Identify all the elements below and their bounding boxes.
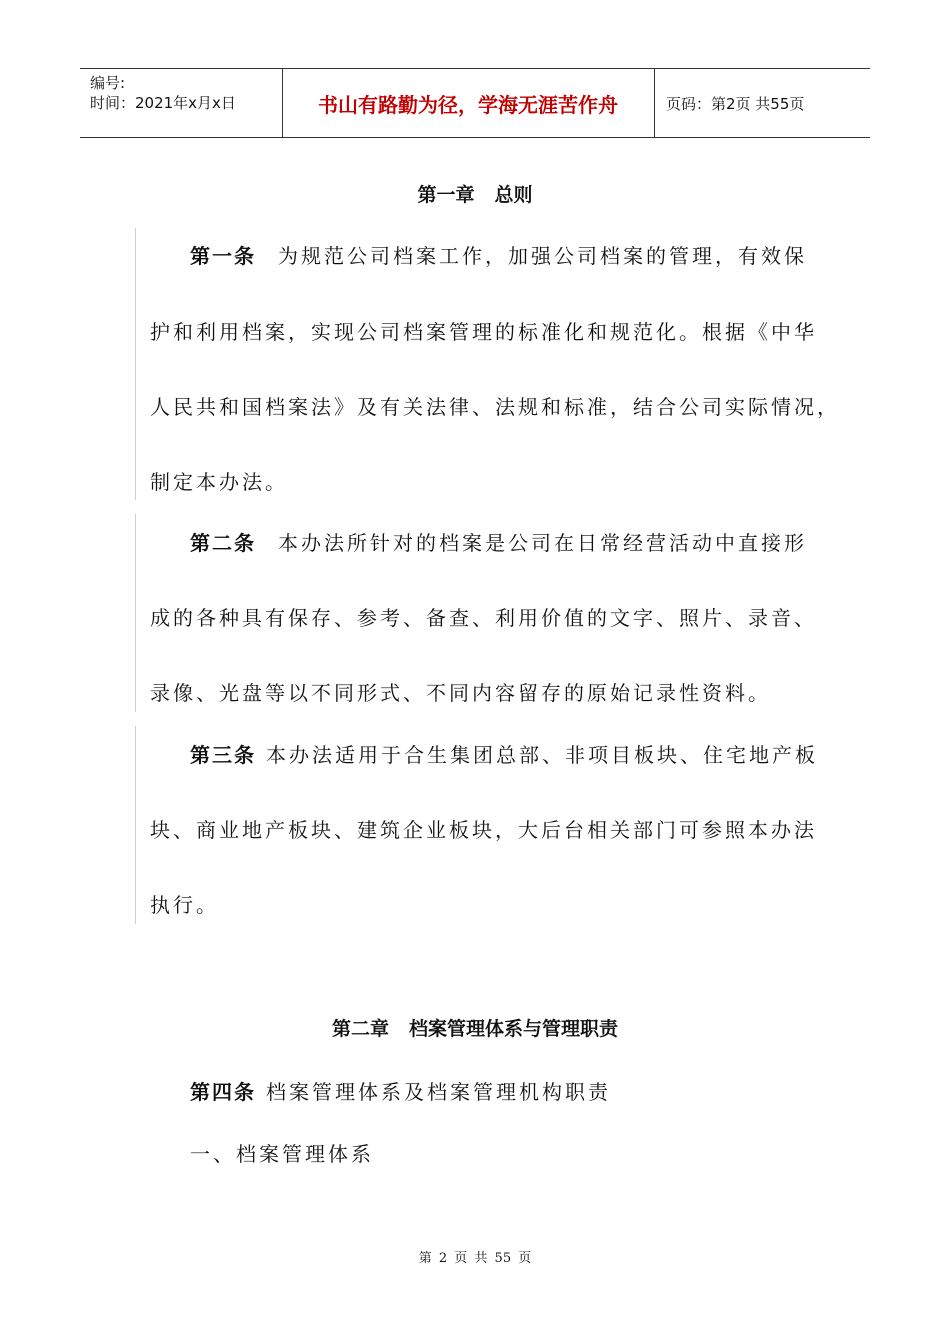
article-3-label: 第三条: [190, 743, 256, 767]
article-1-line-3: 人民共和国档案法》及有关法律、法规和标准，结合公司实际情况，: [150, 395, 840, 419]
article-4-label: 第四条: [190, 1080, 256, 1104]
chapter-2-heading: [0, 1014, 950, 1041]
date-label: 时间：2021年x月x日: [90, 94, 236, 112]
chapter-2-title: 档案管理体系与管理职责: [409, 1018, 619, 1040]
article-2-line-1: 第二条 本办法所针对的档案是公司在日常经营活动中直接形: [190, 531, 807, 555]
article-margin-bar: [135, 228, 136, 500]
page-header: [80, 68, 870, 138]
article-margin-bar: [135, 514, 136, 712]
article-4-line: 第四条 档案管理体系及档案管理机构职责: [190, 1080, 611, 1104]
chapter-1-title: 总则: [494, 184, 533, 206]
article-2-line-2: 成的各种具有保存、参考、备查、利用价值的文字、照片、录音、: [150, 606, 817, 630]
article-1-line-1: 第一条 为规范公司档案工作，加强公司档案的管理，有效保: [190, 244, 807, 268]
article-2-label: 第二条: [190, 531, 256, 555]
chapter-1-number: 第一章: [417, 184, 475, 206]
chapter-1-heading: [0, 180, 950, 207]
header-motto: 书山有路勤为径，学海无涯苦作舟: [318, 92, 618, 117]
page-footer: 第 2 页 共 55 页: [418, 1251, 532, 1266]
article-3-line-1: 第三条 本办法适用于合生集团总部、非项目板块、住宅地产板: [190, 743, 818, 767]
chapter-2-number: 第二章: [331, 1018, 389, 1040]
section-heading: 一、档案管理体系: [190, 1142, 374, 1166]
article-margin-bar: [135, 726, 136, 924]
header-meta: [90, 73, 236, 113]
header-divider: [654, 69, 655, 137]
serial-number-label: 编号:: [90, 74, 126, 92]
article-2-line-3: 录像、光盘等以不同形式、不同内容留存的原始记录性资料。: [150, 681, 771, 705]
article-3-line-2: 块、商业地产板块、建筑企业板块，大后台相关部门可参照本办法: [150, 818, 817, 842]
article-1-line-2: 护和利用档案，实现公司档案管理的标准化和规范化。根据《中华: [150, 320, 817, 344]
article-1-line-4: 制定本办法。: [150, 470, 288, 494]
header-page-info: 页码：第2页 共55页: [666, 95, 805, 113]
article-3-line-3: 执行。: [150, 893, 219, 917]
article-1-label: 第一条: [190, 244, 256, 268]
